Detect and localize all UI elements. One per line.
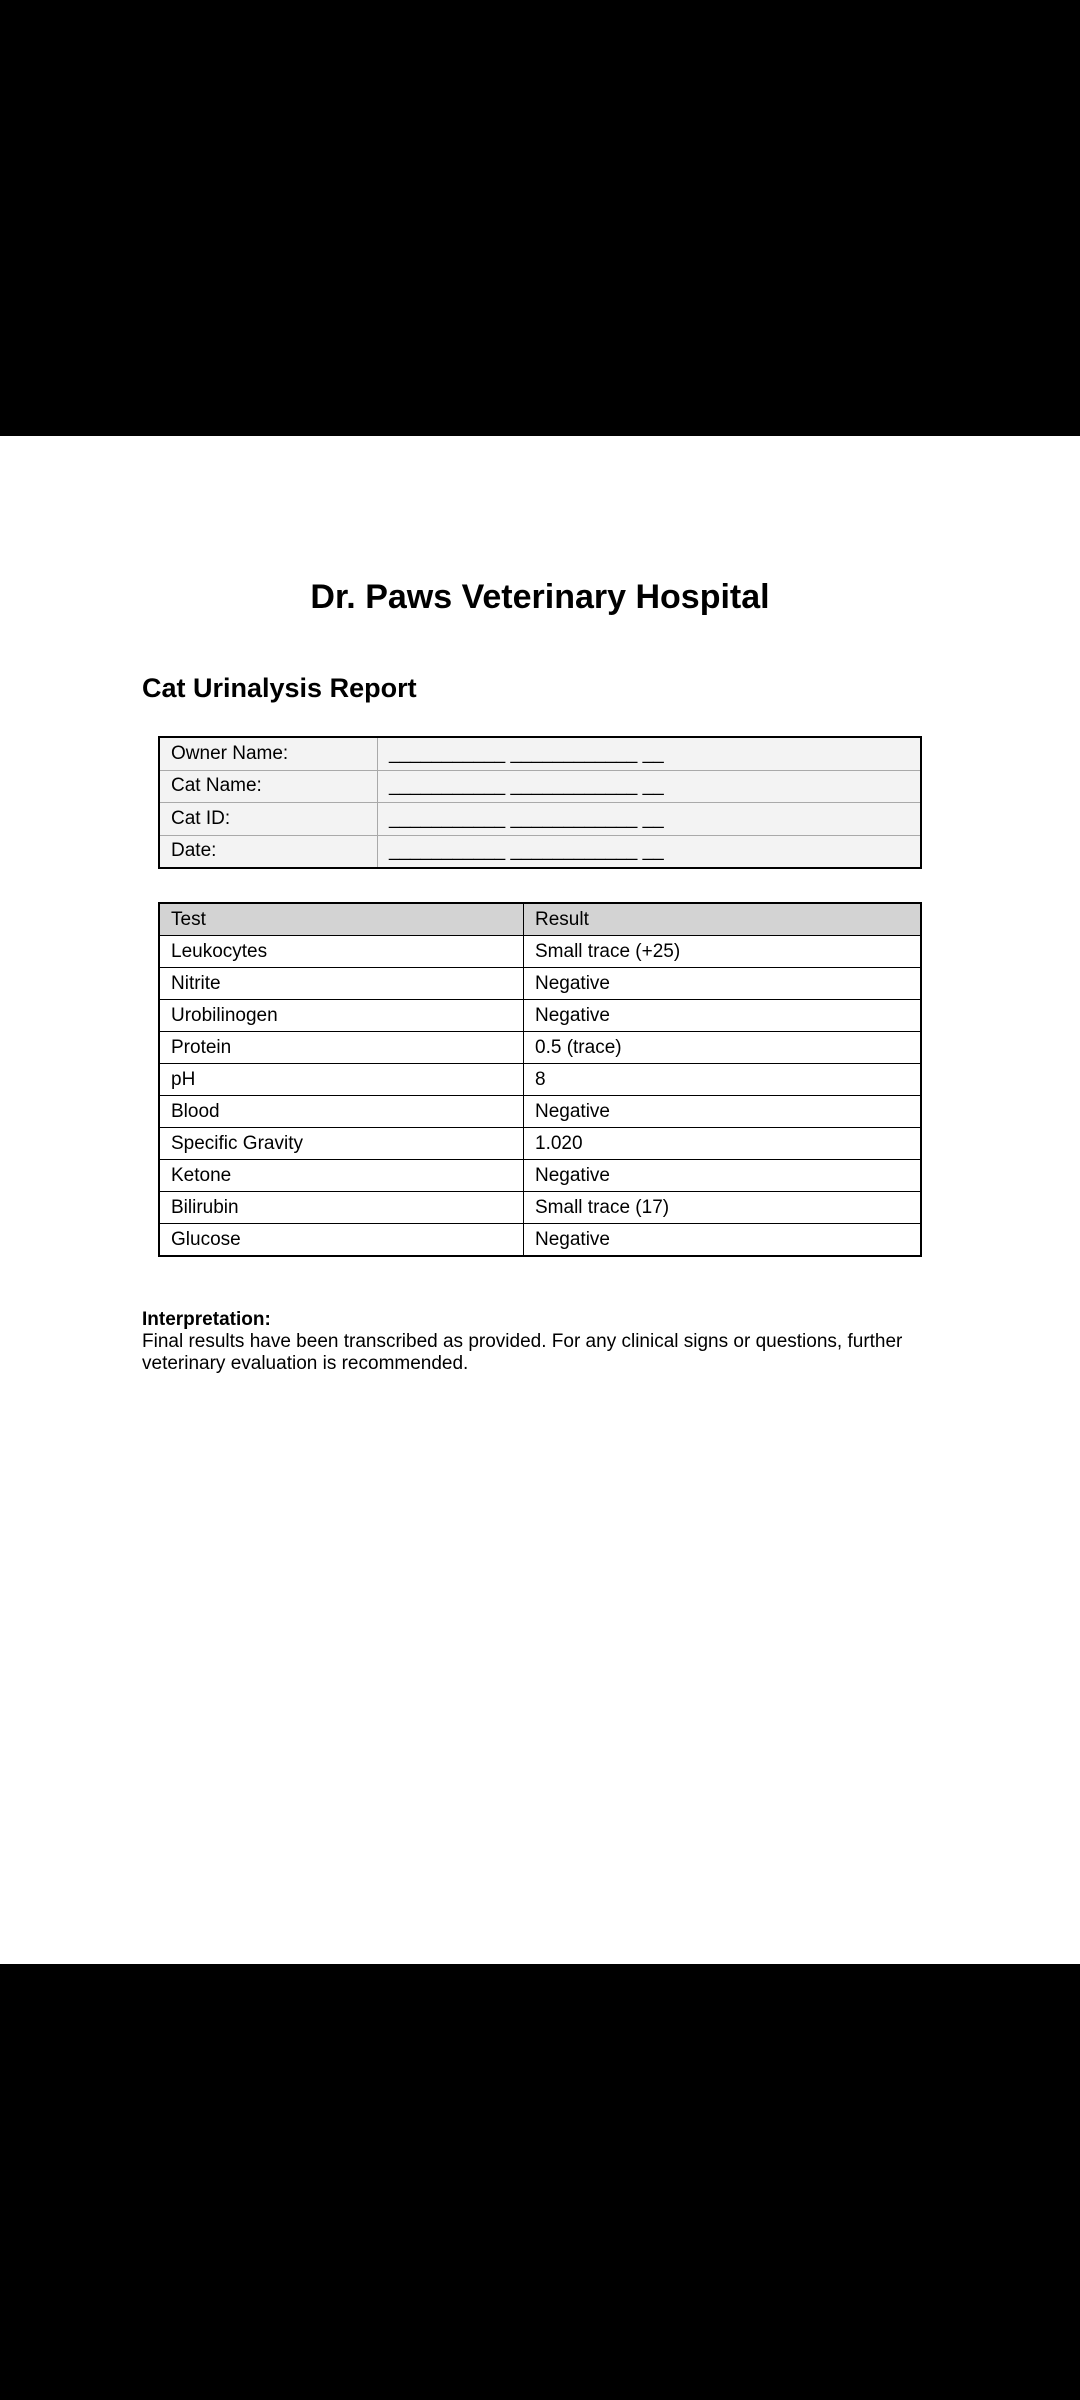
test-result: 0.5 (trace)	[524, 1032, 922, 1064]
table-row	[159, 936, 921, 968]
blank-line: ___________ ____________ __	[389, 775, 664, 797]
table-header-row	[159, 903, 921, 936]
blank-line: ___________ ____________ __	[389, 840, 664, 862]
patient-info-table	[158, 736, 922, 869]
test-name: Blood	[159, 1096, 524, 1128]
column-header-result: Result	[524, 903, 922, 936]
test-result: Small trace (+25)	[524, 936, 922, 968]
interpretation-text: Final results have been transcribed as provided. For any clinical signs or questions, further veterinary evaluation is recommended.	[142, 1331, 903, 1374]
table-row	[159, 1128, 921, 1160]
info-value-blank	[378, 803, 922, 836]
info-row-cat-id	[159, 803, 921, 836]
info-value-blank	[378, 770, 922, 803]
info-row-owner-name	[159, 737, 921, 770]
column-header-test: Test	[159, 903, 524, 936]
test-name: Nitrite	[159, 968, 524, 1000]
test-result: Negative	[524, 1160, 922, 1192]
table-row	[159, 1224, 921, 1257]
test-name: Urobilinogen	[159, 1000, 524, 1032]
report-title: Cat Urinalysis Report	[142, 673, 417, 703]
table-row	[159, 1064, 921, 1096]
report-page	[0, 436, 1080, 1964]
info-value-blank	[378, 835, 922, 868]
test-result: Negative	[524, 1224, 922, 1257]
table-row	[159, 968, 921, 1000]
urinalysis-results-table	[158, 902, 922, 1257]
table-row	[159, 1032, 921, 1064]
table-row	[159, 1192, 921, 1224]
test-name: Ketone	[159, 1160, 524, 1192]
table-row	[159, 1160, 921, 1192]
test-result: Negative	[524, 968, 922, 1000]
info-label: Cat Name:	[159, 770, 378, 803]
test-result: Negative	[524, 1000, 922, 1032]
info-label: Date:	[159, 835, 378, 868]
interpretation-label: Interpretation:	[142, 1309, 271, 1330]
info-value-blank	[378, 737, 922, 770]
test-name: Glucose	[159, 1224, 524, 1257]
info-label: Owner Name:	[159, 737, 378, 770]
interpretation-section	[142, 1309, 942, 1375]
info-row-cat-name	[159, 770, 921, 803]
test-name: pH	[159, 1064, 524, 1096]
info-label: Cat ID:	[159, 803, 378, 836]
info-row-date	[159, 835, 921, 868]
test-name: Protein	[159, 1032, 524, 1064]
test-name: Specific Gravity	[159, 1128, 524, 1160]
table-row	[159, 1096, 921, 1128]
test-result: Negative	[524, 1096, 922, 1128]
test-result: 8	[524, 1064, 922, 1096]
test-result: Small trace (17)	[524, 1192, 922, 1224]
hospital-name: Dr. Paws Veterinary Hospital	[310, 578, 770, 616]
test-name: Bilirubin	[159, 1192, 524, 1224]
test-result: 1.020	[524, 1128, 922, 1160]
blank-line: ___________ ____________ __	[389, 807, 664, 829]
table-row	[159, 1000, 921, 1032]
blank-line: ___________ ____________ __	[389, 742, 664, 764]
test-name: Leukocytes	[159, 936, 524, 968]
